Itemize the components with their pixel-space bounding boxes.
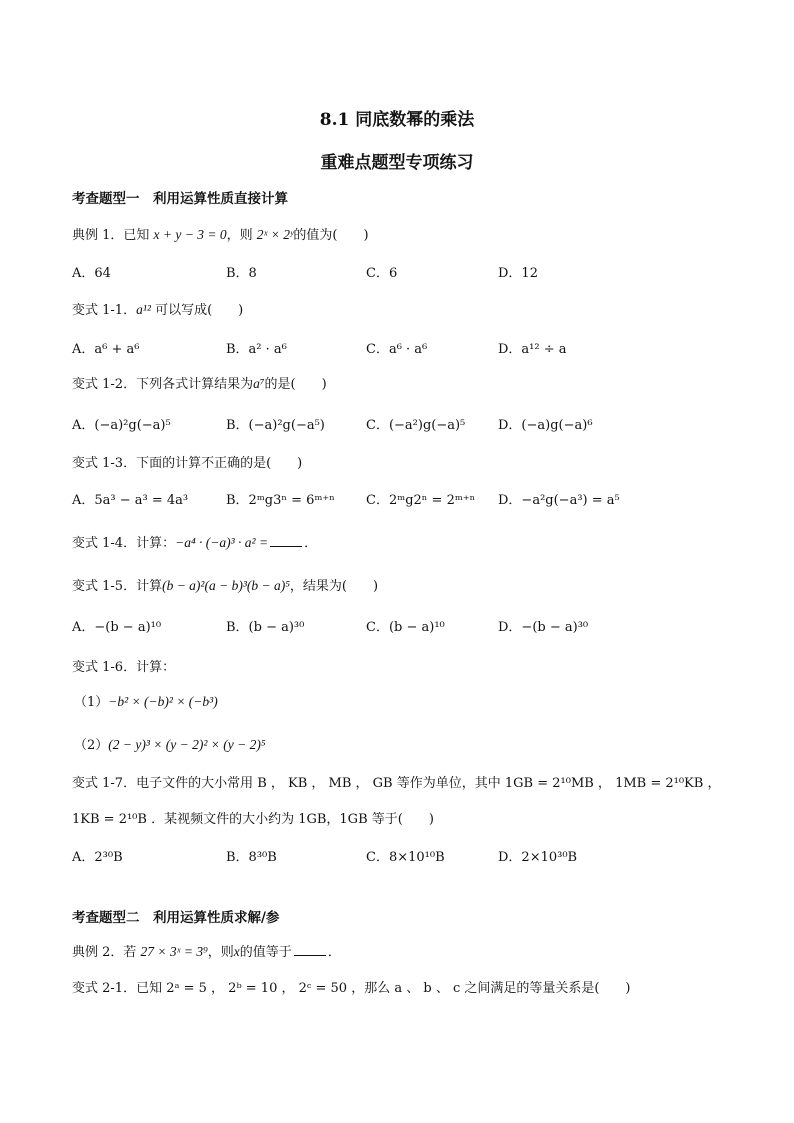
option-b: B．8 — [226, 266, 257, 281]
option-c: C．(−a²)g(−a)⁵ — [366, 418, 466, 433]
math-expression: a⁷ — [253, 376, 265, 391]
option-b: B．2ᵐg3ⁿ = 6ᵐ⁺ⁿ — [226, 493, 335, 508]
question-1-6-part-1: （1）−b² × (−b)² × (−b³) — [74, 694, 218, 710]
option-d: D．2×10³⁰B — [498, 850, 578, 865]
question-1-3: 变式 1-3．下面的计算不正确的是( ) — [72, 456, 303, 471]
option-d: D．−(b − a)³⁰ — [498, 620, 589, 635]
math-expression: x — [233, 944, 240, 959]
question-1-6: 变式 1-6．计算： — [72, 660, 176, 675]
option-a: A．(−a)²g(−a)⁵ — [72, 418, 171, 433]
option-c: C．6 — [366, 266, 398, 281]
option-d: D．−a²g(−a³) = a⁵ — [498, 493, 620, 508]
option-c: C．2ᵐg2ⁿ = 2ᵐ⁺ⁿ — [366, 493, 476, 508]
question-1-1: 变式 1-1．a¹² 可以写成( ) — [72, 302, 244, 318]
option-b: B．8³⁰B — [226, 850, 277, 865]
option-a: A．5a³ − a³ = 4a³ — [72, 493, 189, 508]
option-a: A．64 — [72, 266, 111, 281]
question-1-6-part-2: （2）(2 − y)³ × (y − 2)² × (y − 2)⁵ — [74, 737, 266, 753]
math-expression: x + y − 3 = 0 — [153, 227, 227, 242]
math-expression: −b² × (−b)² × (−b³) — [108, 694, 218, 709]
math-expression: 27 × 3ˣ = 3⁹ — [140, 944, 208, 959]
math-expression: 2ˣ × 2ʸ — [256, 227, 294, 242]
math-expression: (b − a)²(a − b)³(b − a)⁵ — [162, 578, 290, 593]
option-b: B．(b − a)³⁰ — [226, 620, 305, 635]
answer-blank — [294, 943, 326, 956]
question-1-7-line-2: 1KB = 2¹⁰B ．某视频文件的大小约为 1GB，1GB 等于( ) — [72, 812, 434, 827]
question-1-7-line-1: 变式 1-7．电子文件的大小常用 B ， KB ， MB ， GB 等作为单位，其中 1GB = 2¹⁰MB ， 1MB = 2¹⁰KB ， — [72, 776, 721, 791]
option-c: C．(b − a)¹⁰ — [366, 620, 445, 635]
option-d: D．12 — [498, 266, 538, 281]
section-heading-2: 考查题型二 利用运算性质求解/参 — [72, 910, 280, 926]
answer-blank — [270, 534, 302, 547]
question-label: 典例 1．已知 — [72, 228, 150, 243]
question-2-1: 变式 2-1．已知 2ᵃ = 5 ， 2ᵇ = 10 ， 2ᶜ = 50 ，那么 a 、 b 、 c 之间满足的等量关系是( ) — [72, 981, 631, 996]
question-1-4: 变式 1-4．计算：−a⁴ · (−a)³ · a² = ． — [72, 535, 318, 551]
option-b: B．(−a)²g(−a⁵) — [226, 418, 325, 433]
option-d: D．(−a)g(−a)⁶ — [498, 418, 593, 433]
question-1-5: 变式 1-5．计算(b − a)²(a − b)³(b − a)⁵，结果为( ) — [72, 578, 379, 594]
question-1-2: 变式 1-2．下列各式计算结果为a⁷的是( ) — [72, 376, 327, 392]
option-b: B．a² · a⁶ — [226, 342, 287, 357]
option-c: C．8×10¹⁰B — [366, 850, 445, 865]
page-title: 8.1 同底数幂的乘法 — [319, 110, 475, 130]
question-1: 典例 1．已知 x + y − 3 = 0，则 2ˣ × 2ʸ的值为( ) — [72, 227, 369, 243]
option-a: A．a⁶ + a⁶ — [72, 342, 140, 357]
option-d: D．a¹² ÷ a — [498, 342, 567, 357]
math-expression: −a⁴ · (−a)³ · a² = — [175, 535, 269, 550]
math-expression: (2 − y)³ × (y − 2)² × (y − 2)⁵ — [108, 737, 266, 752]
option-a: A．−(b − a)¹⁰ — [72, 620, 162, 635]
question-2: 典例 2．若 27 × 3ˣ = 3⁹，则x的值等于 ． — [72, 944, 341, 960]
option-a: A．2³⁰B — [72, 850, 123, 865]
section-heading-1: 考查题型一 利用运算性质直接计算 — [72, 191, 288, 207]
option-c: C．a⁶ · a⁶ — [366, 342, 428, 357]
math-expression: a¹² — [136, 302, 151, 317]
page-subtitle: 重难点题型专项练习 — [320, 153, 474, 173]
